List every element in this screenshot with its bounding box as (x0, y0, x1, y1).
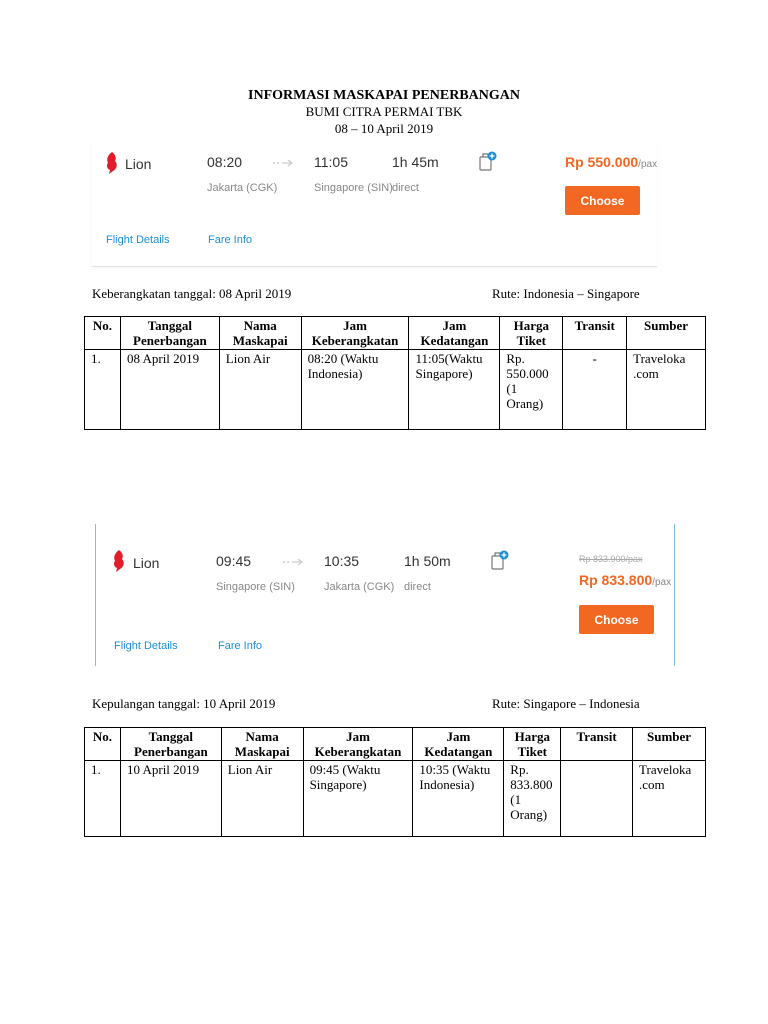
table-cell: Traveloka .com (627, 350, 706, 430)
table-cell: Lion Air (219, 350, 301, 430)
date-range: 08 – 10 April 2019 (334, 121, 434, 136)
departure-time: 08:20 (207, 154, 243, 170)
flight-details-link[interactable]: Flight Details (114, 640, 178, 652)
flight-stops: direct (404, 581, 431, 593)
fare-info-link[interactable]: Fare Info (218, 640, 263, 652)
table-row (85, 350, 706, 430)
baggage-add-icon[interactable] (479, 151, 497, 171)
table-cell: 11:05(Waktu Singapore) (409, 350, 500, 430)
return-flight-table (84, 727, 706, 837)
arrival-time: 11:05 (314, 154, 348, 170)
table-header: Harga Tiket (504, 728, 561, 761)
choose-button[interactable]: Choose (579, 605, 654, 634)
table-header-row (85, 728, 706, 761)
departure-route-text: Rute: Indonesia – Singapore (492, 286, 640, 301)
table-header: Sumber (627, 317, 706, 350)
arrival-city: Singapore (SIN) (314, 182, 393, 194)
table-header: Jam Kedatangan (413, 728, 504, 761)
table-header: Transit (561, 728, 633, 761)
airline-name: Lion (125, 156, 152, 172)
table-header: Tanggal Penerbangan (120, 728, 221, 761)
return-date-text: Kepulangan tanggal: 10 April 2019 (92, 696, 276, 711)
table-header: Jam Keberangkatan (301, 317, 409, 350)
table-cell: 1. (85, 350, 121, 430)
table-header: Nama Maskapai (219, 317, 301, 350)
route-arrow-icon (272, 159, 294, 167)
ticket-price: Rp 833.800/pax (579, 572, 672, 588)
flight-card-return (95, 524, 675, 666)
choose-button[interactable]: Choose (565, 186, 640, 215)
table-cell: Rp. 550.000 (1 Orang) (500, 350, 563, 430)
table-cell: 08 April 2019 (120, 350, 219, 430)
table-cell: 10 April 2019 (120, 761, 221, 837)
table-cell: - (563, 350, 627, 430)
ticket-price: Rp 550.000/pax (565, 154, 658, 170)
table-header-row (85, 317, 706, 350)
airline-name: Lion (133, 555, 160, 571)
table-header: Jam Keberangkatan (303, 728, 413, 761)
company-name: BUMI CITRA PERMAI TBK (305, 104, 463, 119)
arrival-time: 10:35 (324, 553, 360, 569)
flight-duration: 1h 50m (404, 553, 451, 569)
flight-stops: direct (392, 182, 419, 194)
table-cell: 09:45 (Waktu Singapore) (303, 761, 413, 837)
return-route-text: Rute: Singapore – Indonesia (492, 696, 640, 711)
table-cell: 10:35 (Waktu Indonesia) (413, 761, 504, 837)
arrival-city: Jakarta (CGK) (324, 581, 395, 593)
table-header: Sumber (633, 728, 706, 761)
table-header: Transit (563, 317, 627, 350)
route-arrow-icon (282, 558, 304, 566)
original-price: Rp 833.900/pax (579, 554, 643, 564)
departure-flight-table (84, 316, 706, 430)
flight-card-departure (92, 140, 657, 267)
table-header: Nama Maskapai (221, 728, 303, 761)
table-header: Jam Kedatangan (409, 317, 500, 350)
table-header: No. (85, 317, 121, 350)
table-cell: 1. (85, 761, 121, 837)
lion-logo-icon (112, 550, 126, 572)
flight-details-link[interactable]: Flight Details (106, 234, 170, 246)
flight-duration: 1h 45m (392, 154, 439, 170)
fare-info-link[interactable]: Fare Info (208, 234, 253, 246)
table-row (85, 761, 706, 837)
table-cell: 08:20 (Waktu Indonesia) (301, 350, 409, 430)
table-header: Harga Tiket (500, 317, 563, 350)
lion-logo-icon (105, 152, 119, 174)
departure-city: Singapore (SIN) (216, 581, 295, 593)
baggage-add-icon[interactable] (491, 550, 509, 570)
table-cell: Lion Air (221, 761, 303, 837)
table-cell: Rp. 833.800 (1 Orang) (504, 761, 561, 837)
departure-date-text: Keberangkatan tanggal: 08 April 2019 (92, 286, 292, 301)
departure-time: 09:45 (216, 553, 252, 569)
departure-city: Jakarta (CGK) (207, 182, 278, 194)
table-cell: Traveloka .com (633, 761, 706, 837)
document-title: INFORMASI MASKAPAI PENERBANGAN (248, 88, 520, 103)
table-cell (561, 761, 633, 837)
table-header: Tanggal Penerbangan (120, 317, 219, 350)
table-header: No. (85, 728, 121, 761)
